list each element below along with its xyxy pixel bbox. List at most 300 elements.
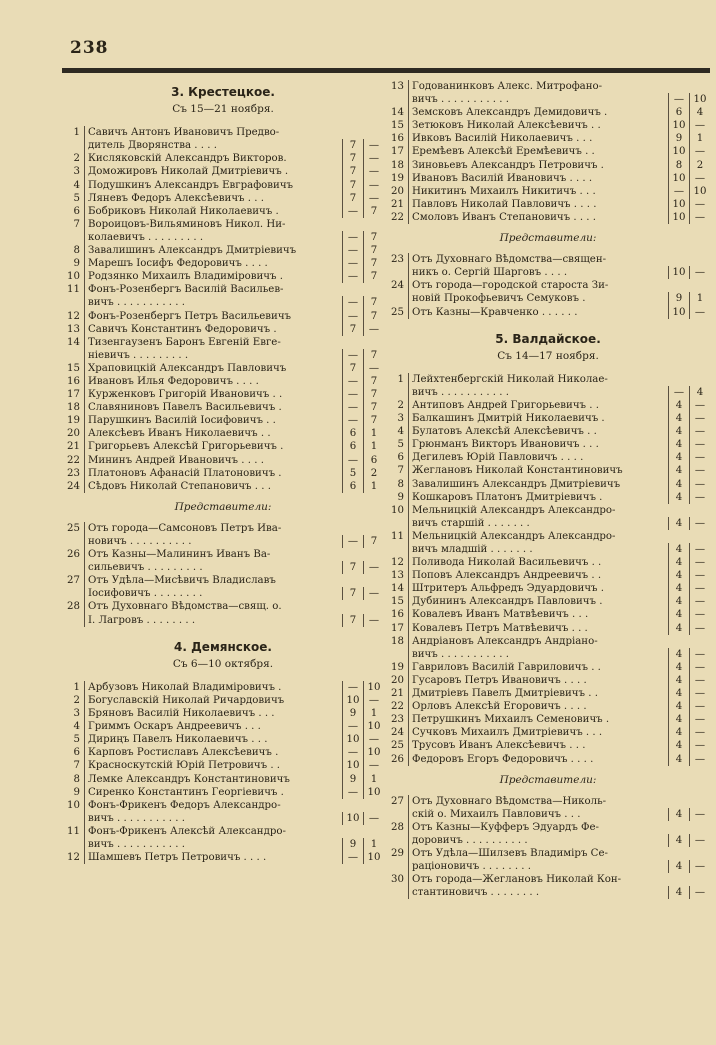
vote-count-1: 4: [668, 808, 689, 821]
row-number: 25: [391, 306, 404, 318]
vote-count-1: 9: [668, 132, 689, 145]
vote-count-2: 7: [363, 535, 384, 548]
vote-count-2: —: [363, 165, 384, 178]
person-name: Фонъ-Фрикенъ Алексѣй Александро-: [84, 825, 342, 838]
table-row: [62, 746, 384, 759]
vote-count-2: 7: [363, 375, 384, 388]
vote-count-1: 7: [342, 152, 363, 165]
table-row: [62, 336, 384, 349]
row-number: 26: [391, 753, 404, 765]
table-row: [62, 522, 384, 535]
table-row: [62, 205, 384, 218]
row-number: 20: [67, 428, 80, 440]
table-rows: [386, 373, 710, 766]
table-row: [62, 414, 384, 427]
vote-count-2: —: [689, 198, 710, 211]
vote-count-2: —: [689, 438, 710, 451]
table-row: [62, 270, 384, 283]
vote-count-1: 6: [342, 427, 363, 440]
row-number: 13: [391, 81, 404, 92]
person-name: вичъ старшій . . . . . . .: [408, 517, 668, 530]
person-name: Лейхтенбергскій Николай Николае-: [408, 373, 668, 386]
vote-count-2: 4: [689, 106, 710, 119]
representative-rows: [386, 253, 710, 318]
person-name: Отъ Духовнаго Вѣдомства—свящ. о.: [84, 600, 342, 613]
vote-count-1: 9: [342, 707, 363, 720]
vote-count-1: 7: [342, 614, 363, 627]
table-row: [386, 608, 710, 621]
row-number: 5: [73, 734, 80, 746]
table-row: [386, 687, 710, 700]
person-name: Ковалевъ Петръ Матвѣевичъ . . .: [408, 622, 668, 635]
table-row: [386, 80, 710, 93]
table-row: [386, 648, 710, 661]
table-row: [386, 753, 710, 766]
row-number: 9: [73, 786, 80, 798]
row-number: 25: [391, 740, 404, 752]
person-name: Земсковъ Александръ Демидовичъ .: [408, 106, 668, 119]
vote-count-2: —: [689, 478, 710, 491]
table-row: [386, 451, 710, 464]
person-name: Григорьевъ Алексѣй Григорьевичъ .: [84, 440, 342, 453]
person-name: Парушкинъ Василій Іосифовичъ . .: [84, 414, 342, 427]
vote-count-1: —: [342, 244, 363, 257]
vote-count-1: —: [342, 401, 363, 414]
person-name: Отъ Удѣла—Шилзевъ Владиміръ Се-: [408, 847, 668, 860]
person-name: Завалишинъ Александръ Дмитріевичъ: [84, 244, 342, 257]
row-number: 28: [67, 601, 80, 613]
vote-count-1: 4: [668, 687, 689, 700]
person-name: Гавриловъ Василій Гавриловичъ . .: [408, 661, 668, 674]
table-row: [62, 179, 384, 192]
person-name: вичъ . . . . . . . . . . .: [408, 93, 668, 106]
table-row: [62, 587, 384, 600]
section-title: 3. Крестецкое.: [171, 85, 275, 99]
person-name: Богуславскій Николай Ричардовичъ: [84, 694, 342, 707]
row-number: 14: [67, 336, 80, 348]
row-number: 15: [391, 596, 404, 608]
vote-count-1: 9: [668, 292, 689, 305]
vote-count-2: —: [689, 211, 710, 224]
person-name: Подушкинъ Александръ Евграфовичъ: [84, 179, 342, 192]
representative-rows: [62, 522, 384, 627]
person-name: вичъ . . . . . . . . . . .: [408, 386, 668, 399]
table-row: [386, 517, 710, 530]
vote-count-1: 4: [668, 399, 689, 412]
table-row: [386, 700, 710, 713]
person-name: Ляневъ Федоръ Алексѣевичъ . . .: [84, 192, 342, 205]
vote-count-1: 4: [668, 661, 689, 674]
person-name: Отъ города—Самсоновъ Петръ Ива-: [84, 522, 342, 535]
vote-count-1: —: [342, 310, 363, 323]
table-row: [386, 386, 710, 399]
vote-count-2: 1: [363, 427, 384, 440]
table-row: [386, 739, 710, 752]
vote-count-2: 1: [363, 480, 384, 493]
table-row: [62, 231, 384, 244]
row-number: 6: [397, 452, 404, 464]
vote-count-2: —: [689, 119, 710, 132]
table-row: [386, 674, 710, 687]
vote-count-2: 7: [363, 205, 384, 218]
person-name: Отъ города—городской староста Зи-: [408, 279, 668, 292]
vote-count-2: 10: [363, 786, 384, 799]
vote-count-2: —: [363, 323, 384, 336]
table-row: [386, 253, 710, 266]
table-rows: [62, 681, 384, 864]
person-name: новій Прокофьевичъ Семуковъ .: [408, 292, 668, 305]
table-row: [62, 600, 384, 613]
table-rows: [386, 80, 710, 224]
vote-count-2: —: [689, 491, 710, 504]
vote-count-2: —: [689, 412, 710, 425]
vote-count-1: —: [342, 231, 363, 244]
vote-count-2: —: [689, 674, 710, 687]
vote-count-2: 10: [689, 93, 710, 106]
person-name: Штритеръ Альфредъ Эдуардовичъ .: [408, 582, 668, 595]
row-number: 2: [397, 399, 404, 411]
vote-count-1: —: [342, 786, 363, 799]
table-row: [62, 773, 384, 786]
vote-count-1: 4: [668, 451, 689, 464]
person-name: Поповъ Александръ Андреевичъ . .: [408, 569, 668, 582]
row-number: 5: [73, 192, 80, 204]
person-name: Лемке Александръ Константиновичъ: [84, 773, 342, 786]
person-name: Карповъ Ростиславъ Алексѣевичъ .: [84, 746, 342, 759]
vote-count-2: —: [689, 834, 710, 847]
person-name: Никитинъ Михаилъ Никитичъ . . .: [408, 185, 668, 198]
vote-count-1: 8: [668, 159, 689, 172]
vote-count-2: —: [689, 145, 710, 158]
vote-count-2: 1: [363, 440, 384, 453]
table-row: [62, 454, 384, 467]
vote-count-1: 10: [342, 812, 363, 825]
row-number: 15: [391, 120, 404, 132]
person-name: Отъ Казны—Малининъ Иванъ Ва-: [84, 548, 342, 561]
vote-count-1: 4: [668, 713, 689, 726]
vote-count-1: —: [342, 349, 363, 362]
vote-count-1: —: [342, 205, 363, 218]
vote-count-1: —: [342, 388, 363, 401]
table-row: [386, 93, 710, 106]
vote-count-1: —: [342, 681, 363, 694]
person-name: Зиновьевъ Александръ Петровичъ .: [408, 159, 668, 172]
section-date: Съ 6—10 октября.: [172, 657, 274, 670]
vote-count-2: —: [689, 582, 710, 595]
vote-count-1: 4: [668, 517, 689, 530]
vote-count-2: —: [689, 753, 710, 766]
person-name: Іосифовичъ . . . . . . . .: [84, 587, 342, 600]
person-name: Фонъ-Розенбергъ Василій Васильев-: [84, 283, 342, 296]
vote-count-2: —: [689, 569, 710, 582]
row-number: 12: [67, 310, 80, 322]
vote-count-2: —: [689, 425, 710, 438]
table-row: [62, 694, 384, 707]
row-number: 20: [391, 674, 404, 686]
table-row: [386, 159, 710, 172]
row-number: 18: [391, 635, 404, 647]
vote-count-1: 7: [342, 587, 363, 600]
vote-count-1: 4: [668, 753, 689, 766]
vote-count-2: 7: [363, 257, 384, 270]
vote-count-2: —: [689, 687, 710, 700]
row-number: 23: [67, 467, 80, 479]
person-name: Завалишинъ Александръ Дмитріевичъ: [408, 478, 668, 491]
row-number: 24: [391, 727, 404, 739]
table-row: [62, 467, 384, 480]
person-name: Дмитріевъ Павелъ Дмитріевичъ . .: [408, 687, 668, 700]
vote-count-1: 4: [668, 569, 689, 582]
row-number: 7: [73, 218, 80, 230]
right-column: [386, 80, 710, 899]
person-name: Платоновъ Афанасій Платоновичъ .: [84, 467, 342, 480]
vote-count-2: —: [363, 733, 384, 746]
person-name: Федоровъ Егоръ Федоровичъ . . . .: [408, 753, 668, 766]
row-number: 14: [391, 583, 404, 595]
person-name: Курженковъ Григорій Ивановичъ . .: [84, 388, 342, 401]
vote-count-1: 4: [668, 834, 689, 847]
person-name: Андріановъ Александръ Андріано-: [408, 635, 668, 648]
person-name: Ивановъ Илья Федоровичъ . . . .: [84, 375, 342, 388]
vote-count-1: —: [342, 535, 363, 548]
vote-count-1: 4: [668, 674, 689, 687]
vote-count-1: 10: [668, 172, 689, 185]
person-name: Мельницкій Александръ Александро-: [408, 504, 668, 517]
table-row: [62, 427, 384, 440]
vote-count-2: —: [363, 812, 384, 825]
vote-count-1: 4: [668, 543, 689, 556]
vote-count-1: —: [342, 270, 363, 283]
person-name: Фонъ-Розенбергъ Петръ Васильевичъ: [84, 310, 342, 323]
person-name: Годованинковъ Алекс. Митрофано-: [408, 80, 668, 93]
row-number: 3: [397, 413, 404, 425]
vote-count-2: 10: [363, 746, 384, 759]
vote-count-1: 4: [668, 425, 689, 438]
person-name: Поливода Николай Васильевичъ . .: [408, 556, 668, 569]
row-number: 13: [67, 323, 80, 335]
person-name: ніевичъ . . . . . . . . .: [84, 349, 342, 362]
table-row: [386, 504, 710, 517]
vote-count-2: —: [363, 694, 384, 707]
table-row: [62, 362, 384, 375]
person-name: раціоновичъ . . . . . . . .: [408, 860, 668, 873]
row-number: 4: [397, 426, 404, 438]
vote-count-1: 10: [668, 119, 689, 132]
vote-count-1: 6: [342, 480, 363, 493]
person-name: вичъ . . . . . . . . . . .: [84, 812, 342, 825]
vote-count-2: 1: [363, 773, 384, 786]
table-row: [386, 795, 710, 808]
vote-count-1: —: [342, 720, 363, 733]
table-row: [62, 310, 384, 323]
table-row: [386, 661, 710, 674]
table-row: [386, 582, 710, 595]
table-row: [386, 292, 710, 305]
row-number: 2: [73, 694, 80, 706]
vote-count-1: —: [342, 414, 363, 427]
table-row: [62, 799, 384, 812]
person-name: Мининъ Андрей Ивановичъ . . . .: [84, 454, 342, 467]
row-number: 19: [67, 415, 80, 427]
table-row: [386, 543, 710, 556]
section-title: 4. Демянское.: [174, 639, 272, 654]
table-row: [62, 720, 384, 733]
person-name: скій о. Михаилъ Павловичъ . . .: [408, 808, 668, 821]
row-number: 8: [73, 245, 80, 257]
vote-count-2: —: [689, 808, 710, 821]
table-row: [386, 569, 710, 582]
row-number: 27: [67, 575, 80, 587]
vote-count-2: —: [689, 172, 710, 185]
vote-count-1: —: [668, 93, 689, 106]
row-number: 23: [391, 714, 404, 726]
row-number: 20: [391, 185, 404, 197]
vote-count-2: 7: [363, 231, 384, 244]
vote-count-2: —: [689, 543, 710, 556]
table-row: [386, 399, 710, 412]
person-name: Савичъ Константинъ Федоровичъ .: [84, 323, 342, 336]
row-number: 6: [73, 205, 80, 217]
vote-count-1: —: [342, 851, 363, 864]
row-number: 5: [397, 439, 404, 451]
row-number: 17: [67, 389, 80, 401]
person-name: Храповицкій Александръ Павловичъ: [84, 362, 342, 375]
row-number: 21: [67, 441, 80, 453]
vote-count-2: —: [689, 595, 710, 608]
person-name: Сѣдовъ Николай Степановичъ . . .: [84, 480, 342, 493]
person-name: Отъ Казны—Кравченко . . . . . .: [408, 306, 668, 319]
person-name: Алексѣевъ Иванъ Николаевичъ . .: [84, 427, 342, 440]
table-row: [62, 244, 384, 257]
row-number: 1: [73, 681, 80, 693]
person-name: Фонъ-Фрикенъ Федоръ Александро-: [84, 799, 342, 812]
vote-count-2: 10: [363, 681, 384, 694]
vote-count-2: —: [689, 700, 710, 713]
vote-count-1: 10: [668, 198, 689, 211]
row-number: 11: [67, 284, 80, 296]
vote-count-2: 7: [363, 296, 384, 309]
row-number: 6: [73, 747, 80, 759]
row-number: 30: [391, 874, 404, 886]
vote-count-1: 7: [342, 165, 363, 178]
vote-count-2: 7: [363, 310, 384, 323]
person-name: Смоловъ Иванъ Степановичъ . . . .: [408, 211, 668, 224]
table-row: [62, 165, 384, 178]
row-number: 10: [67, 799, 80, 811]
row-number: 28: [391, 821, 404, 833]
table-row: [62, 733, 384, 746]
person-name: Гриммъ Оскаръ Андреевичъ . . .: [84, 720, 342, 733]
person-name: Сиренко Константинъ Георгіевичъ .: [84, 786, 342, 799]
table-row: [62, 401, 384, 414]
row-number: 8: [73, 773, 80, 785]
person-name: Жеглановъ Николай Константиновичъ: [408, 464, 668, 477]
row-number: 18: [391, 159, 404, 171]
vote-count-2: —: [689, 464, 710, 477]
table-row: [386, 464, 710, 477]
row-number: 29: [391, 848, 404, 860]
vote-count-2: 1: [689, 132, 710, 145]
table-row: [62, 126, 384, 139]
vote-count-2: 10: [689, 185, 710, 198]
vote-count-1: 10: [342, 759, 363, 772]
table-row: [62, 548, 384, 561]
vote-count-1: 4: [668, 491, 689, 504]
vote-count-1: 10: [668, 266, 689, 279]
table-row: [62, 257, 384, 270]
person-name: Грюнманъ Викторъ Ивановичъ . . .: [408, 438, 668, 451]
person-name: сильевичъ . . . . . . . . .: [84, 561, 342, 574]
person-name: новичъ . . . . . . . . . .: [84, 535, 342, 548]
representatives-heading: Представители:: [174, 500, 272, 513]
table-row: [386, 808, 710, 821]
row-number: 11: [67, 825, 80, 837]
vote-count-2: 2: [363, 467, 384, 480]
table-row: [62, 838, 384, 851]
table-row: [386, 412, 710, 425]
vote-count-1: 4: [668, 608, 689, 621]
vote-count-1: 9: [342, 773, 363, 786]
vote-count-2: 1: [689, 292, 710, 305]
person-name: Трусовъ Иванъ Алексѣевичъ . . .: [408, 739, 668, 752]
vote-count-2: —: [689, 451, 710, 464]
row-number: 26: [67, 549, 80, 561]
section-date: Съ 14—17 ноября.: [497, 349, 599, 362]
person-name: вичъ . . . . . . . . . . .: [84, 838, 342, 851]
person-name: Дириңъ Павелъ Николаевичъ . . .: [84, 733, 342, 746]
row-number: 22: [391, 701, 404, 713]
vote-count-2: —: [689, 713, 710, 726]
vote-count-1: 9: [342, 838, 363, 851]
vote-count-1: 10: [668, 145, 689, 158]
person-name: Сучковъ Михаилъ Дмитріевичъ . . .: [408, 726, 668, 739]
person-name: Петрушкинъ Михаилъ Семеновичъ .: [408, 713, 668, 726]
table-row: [386, 635, 710, 648]
row-number: 1: [73, 127, 80, 139]
row-number: 3: [73, 166, 80, 178]
table-row: [386, 306, 710, 319]
person-name: Балкашинъ Дмитрій Николаевичъ .: [408, 412, 668, 425]
person-name: Кисляковскій Александръ Викторов.: [84, 152, 342, 165]
vote-count-2: 1: [363, 838, 384, 851]
person-name: Ковалевъ Иванъ Матвѣевичъ . . .: [408, 608, 668, 621]
person-name: Тизенгаузенъ Баронъ Евгеній Евге-: [84, 336, 342, 349]
person-name: Дубининъ Александръ Павловичъ .: [408, 595, 668, 608]
table-row: [386, 119, 710, 132]
table-row: [386, 211, 710, 224]
person-name: стантиновичъ . . . . . . . .: [408, 886, 668, 899]
table-row: [62, 375, 384, 388]
vote-count-2: 7: [363, 388, 384, 401]
row-number: 13: [391, 570, 404, 582]
table-row: [62, 812, 384, 825]
person-name: Вороицовъ-Вильяминовъ Никол. Ни-: [84, 218, 342, 231]
table-row: [386, 622, 710, 635]
vote-count-1: 4: [668, 464, 689, 477]
table-row: [386, 530, 710, 543]
row-number: 1: [397, 373, 404, 385]
table-row: [386, 172, 710, 185]
table-row: [386, 132, 710, 145]
person-name: никъ о. Сергій Шарговъ . . . .: [408, 266, 668, 279]
vote-count-1: —: [342, 257, 363, 270]
vote-count-2: 4: [689, 386, 710, 399]
person-name: Булатовъ Алексѣй Алексѣевичъ . .: [408, 425, 668, 438]
vote-count-2: —: [363, 362, 384, 375]
vote-count-1: —: [342, 375, 363, 388]
row-number: 10: [67, 271, 80, 283]
person-name: Красноскутскій Юрій Петровичъ . .: [84, 759, 342, 772]
